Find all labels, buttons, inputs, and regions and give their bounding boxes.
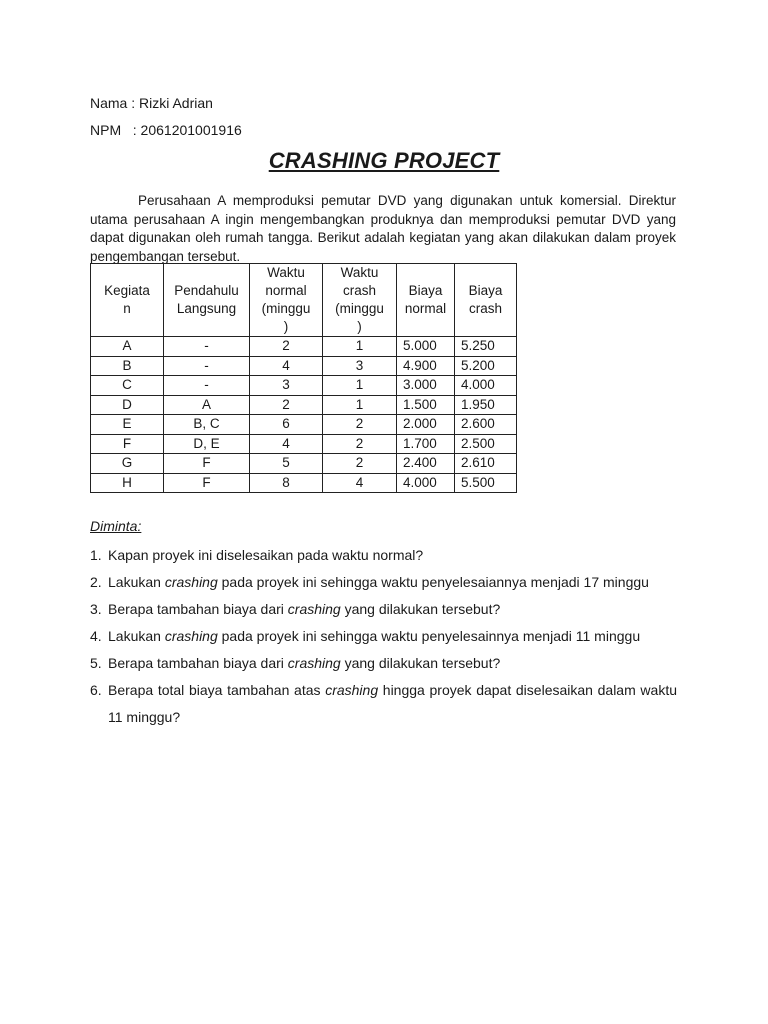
question-term: crashing	[164, 574, 218, 590]
table-cell: B	[91, 356, 164, 376]
table-header-line: Waktu	[340, 265, 379, 280]
table-cell: A	[164, 395, 250, 415]
table-header-row	[91, 264, 517, 337]
table-cell: 1.950	[455, 395, 517, 415]
table-cell: F	[164, 473, 250, 493]
table-cell: 1	[323, 376, 397, 396]
table-header-line: Kegiata	[104, 283, 150, 298]
question-text: hingga proyek dapat diselesaikan dalam waktu 11 minggu?	[108, 682, 677, 725]
table-row	[91, 454, 517, 474]
table-cell: 4.000	[455, 376, 517, 396]
question-text: Berapa tambahan biaya dari	[108, 601, 288, 617]
table-cell: 2.400	[397, 454, 455, 474]
table-cell: -	[164, 376, 250, 396]
table-header-line: (minggu	[261, 301, 311, 316]
table-cell: 6	[250, 415, 323, 435]
question-term: crashing	[325, 682, 379, 698]
table-header-line: crash	[468, 301, 502, 316]
table-cell: C	[91, 376, 164, 396]
question-term: crashing	[164, 628, 218, 644]
table-header-line: Waktu	[267, 265, 305, 280]
table-cell: 1	[323, 337, 397, 357]
table-row	[91, 376, 517, 396]
table-cell: 5	[250, 454, 323, 474]
question-number: 4.	[90, 628, 102, 644]
table-header-line: (minggu	[335, 301, 384, 316]
table-cell: 5.500	[455, 473, 517, 493]
question-text: Kapan proyek ini diselesaikan pada waktu normal?	[108, 547, 424, 563]
table-cell: 1.500	[397, 395, 455, 415]
table-header-line: )	[283, 319, 289, 334]
table-cell: 5.200	[455, 356, 517, 376]
question-number: 3.	[90, 601, 102, 617]
question-item	[90, 569, 677, 596]
table-row	[91, 434, 517, 454]
table-cell: H	[91, 473, 164, 493]
table-header-cell	[164, 264, 250, 337]
table-header-cell	[323, 264, 397, 337]
question-text: Lakukan	[108, 574, 165, 590]
questions-list	[90, 542, 677, 731]
table-cell: -	[164, 337, 250, 357]
table-header-line: n	[123, 301, 131, 316]
question-item	[90, 623, 677, 650]
table-cell: 2	[250, 395, 323, 415]
question-text: pada proyek ini sehingga waktu penyelesaiannya menjadi 17 minggu	[217, 574, 649, 590]
table-row	[91, 473, 517, 493]
question-text: Berapa total biaya tambahan atas	[108, 682, 326, 698]
intro-paragraph: Perusahaan A memproduksi pemutar DVD yang digunakan untuk komersial. Direktur utama perusahaan A ingin mengembangkan produknya dan memproduksi pemutar DVD yang dapat digunakan oleh rumah tangga. Berikut adalah kegiatan yang akan dilakukan dalam proyek pengembangan tersebut.	[90, 193, 676, 264]
table-cell: G	[91, 454, 164, 474]
table-cell: 4	[250, 434, 323, 454]
table-header-line: Biaya	[468, 283, 503, 298]
table-cell: 5.000	[397, 337, 455, 357]
table-cell: 5.250	[455, 337, 517, 357]
table-header-line: normal	[265, 283, 307, 298]
table-cell: E	[91, 415, 164, 435]
table-cell: 4.900	[397, 356, 455, 376]
table-header-cell	[397, 264, 455, 337]
question-number: 2.	[90, 574, 102, 590]
question-text: pada proyek ini sehingga waktu penyelesainnya menjadi 11 minggu	[217, 628, 641, 644]
question-item	[90, 650, 677, 677]
table-cell: A	[91, 337, 164, 357]
table-header-line: Biaya	[408, 283, 443, 298]
student-name: Nama : Rizki Adrian	[90, 95, 213, 111]
table-cell: 3.000	[397, 376, 455, 396]
table-cell: 2	[323, 415, 397, 435]
table-cell: 8	[250, 473, 323, 493]
table-cell: 2.600	[455, 415, 517, 435]
table-cell: F	[164, 454, 250, 474]
table-header-cell	[455, 264, 517, 337]
question-text: yang dilakukan tersebut?	[340, 655, 501, 671]
table-cell: D	[91, 395, 164, 415]
table-header-line: Langsung	[176, 301, 237, 316]
question-number: 5.	[90, 655, 102, 671]
table-cell: F	[91, 434, 164, 454]
table-cell: 1	[323, 395, 397, 415]
table-cell: 4	[323, 473, 397, 493]
table-header-line: Pendahulu	[174, 283, 239, 298]
table-header-line: normal	[404, 301, 447, 316]
table-cell: -	[164, 356, 250, 376]
question-text: Berapa tambahan biaya dari	[108, 655, 288, 671]
question-term: crashing	[287, 655, 341, 671]
question-item	[90, 596, 677, 623]
question-number: 6.	[90, 682, 102, 698]
table-row	[91, 356, 517, 376]
question-item	[90, 677, 677, 731]
student-npm: NPM : 2061201001916	[90, 122, 242, 138]
table-cell: B, C	[164, 415, 250, 435]
question-text: yang dilakukan tersebut?	[340, 601, 501, 617]
table-cell: D, E	[164, 434, 250, 454]
question-number: 1.	[90, 547, 102, 563]
table-header-cell	[250, 264, 323, 337]
question-text: Lakukan	[108, 628, 165, 644]
table-row	[91, 395, 517, 415]
table-cell: 4	[250, 356, 323, 376]
table-cell: 2	[250, 337, 323, 357]
question-term: crashing	[287, 601, 341, 617]
table-header-line: crash	[342, 283, 376, 298]
table-cell: 4.000	[397, 473, 455, 493]
table-row	[91, 337, 517, 357]
table-row	[91, 415, 517, 435]
table-cell: 2	[323, 434, 397, 454]
table-cell: 2	[323, 454, 397, 474]
table-cell: 1.700	[397, 434, 455, 454]
table-cell: 2.000	[397, 415, 455, 435]
table-header-line: )	[357, 319, 362, 334]
diminta-heading: Diminta:	[90, 518, 142, 534]
table-cell: 2.610	[455, 454, 517, 474]
table-cell: 3	[250, 376, 323, 396]
table-cell: 3	[323, 356, 397, 376]
table-header-cell	[91, 264, 164, 337]
question-item	[90, 542, 677, 569]
table-body	[91, 337, 517, 493]
activity-table	[90, 263, 517, 493]
document-title: CRASHING PROJECT	[268, 148, 500, 173]
table-cell: 2.500	[455, 434, 517, 454]
